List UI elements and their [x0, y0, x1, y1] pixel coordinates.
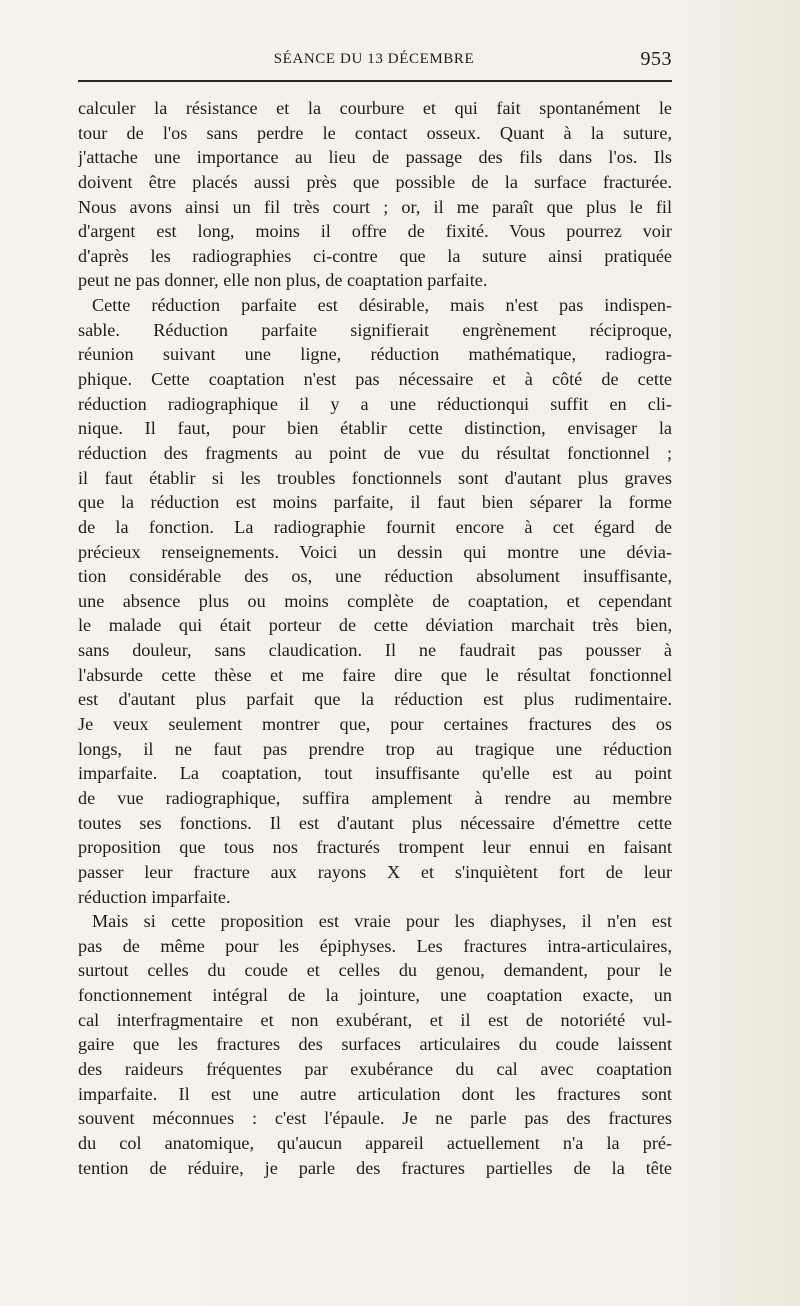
text-line: de vue radiographique, suffira amplement à rendre au membre [78, 787, 672, 808]
body-text [78, 96, 672, 1180]
page-number: 953 [640, 48, 672, 70]
text-line: phique. Cette coaptation n'est pas nécessaire et à côté de cette [78, 369, 672, 390]
text-line: longs, il ne faut pas prendre trop au tragique une réduction [78, 738, 672, 759]
text-line: sans douleur, sans claudication. Il ne faudrait pas pousser à [78, 640, 672, 661]
text-line: réduction des fragments au point de vue du résultat fonctionnel ; [78, 442, 672, 463]
text-line: fonctionnement intégral de la jointure, une coaptation exacte, un [78, 985, 672, 1006]
text-line: doivent être placés aussi près que possible de la surface fracturée. [78, 171, 672, 192]
text-line: proposition que tous nos fracturés trompent leur ennui en faisant [78, 837, 672, 858]
text-line: calculer la résistance et la courbure et qui fait spontanément le [78, 98, 672, 118]
text-line: passer leur fracture aux rayons X et s'inquiètent fort de leur [78, 861, 672, 882]
text-line: d'argent est long, moins il offre de fixité. Vous pourrez voir [78, 221, 672, 242]
text-line: précieux renseignements. Voici un dessin qui montre une dévia- [78, 541, 672, 562]
text-line: surtout celles du coude et celles du genou, demandent, pour le [78, 960, 672, 981]
text-line: imparfaite. Il est une autre articulation dont les fractures sont [78, 1083, 672, 1104]
text-line: Nous avons ainsi un fil très court ; or, il me paraît que plus le fil [78, 196, 672, 217]
text-line: réduction radiographique il y a une réductionqui suffit en cli- [78, 393, 672, 414]
text-line: toutes ses fonctions. Il est d'autant plus nécessaire d'émettre cette [78, 812, 672, 833]
text-line: du col anatomique, qu'aucun appareil actuellement n'a la pré- [78, 1132, 672, 1153]
text-line: sable. Réduction parfaite signifierait engrènement réciproque, [78, 319, 672, 340]
text-line: tour de l'os sans perdre le contact osseux. Quant à la suture, [78, 122, 672, 143]
text-line: nique. Il faut, pour bien établir cette distinction, envisager la [78, 418, 672, 439]
text-line: Cette réduction parfaite est désirable, mais n'est pas indispen- [92, 295, 672, 316]
text-line: que la réduction est moins parfaite, il faut bien séparer la forme [78, 492, 672, 513]
text-line: souvent méconnues : c'est l'épaule. Je ne parle pas des fractures [78, 1108, 672, 1129]
text-line: cal interfragmentaire et non exubérant, et il est de notoriété vul- [78, 1009, 672, 1030]
text-line: imparfaite. La coaptation, tout insuffisante qu'elle est au point [78, 763, 672, 784]
text-line: le malade qui était porteur de cette déviation marchait très bien, [78, 615, 672, 636]
text-line: réduction imparfaite. [78, 886, 231, 907]
text-line: d'après les radiographies ci-contre que la suture ainsi pratiquée [78, 245, 672, 266]
text-line: Je veux seulement montrer que, pour certaines fractures des os [78, 714, 672, 735]
text-line: est d'autant plus parfait que la réduction est plus rudimentaire. [78, 689, 672, 710]
text-line: réunion suivant une ligne, réduction mathématique, radiogra- [78, 344, 672, 365]
text-line: l'absurde cette thèse et me faire dire que le résultat fonctionnel [78, 664, 672, 685]
text-line: une absence plus ou moins complète de coaptation, et cependant [78, 590, 672, 611]
running-head: SÉANCE DU 13 DÉCEMBRE [273, 51, 475, 67]
text-line: des raideurs fréquentes par exubérance du cal avec coaptation [78, 1058, 672, 1079]
text-line: j'attache une importance au lieu de passage des fils dans l'os. Ils [78, 147, 672, 168]
header-rule [78, 80, 672, 82]
text-line: pas de même pour les épiphyses. Les fractures intra-articulaires, [78, 935, 672, 956]
page-header [76, 44, 672, 74]
text-line: tention de réduire, je parle des fractures partielles de la tête [78, 1157, 672, 1178]
text-line: gaire que les fractures des surfaces articulaires du coude laissent [78, 1034, 672, 1055]
text-line: peut ne pas donner, elle non plus, de coaptation parfaite. [78, 270, 488, 291]
text-line: Mais si cette proposition est vraie pour les diaphyses, il n'en est [92, 911, 672, 932]
text-line: tion considérable des os, une réduction absolument insuffisante, [78, 566, 672, 587]
text-line: il faut établir si les troubles fonctionnels sont d'autant plus graves [78, 467, 672, 488]
text-line: de la fonction. La radiographie fournit encore à cet égard de [78, 516, 672, 537]
